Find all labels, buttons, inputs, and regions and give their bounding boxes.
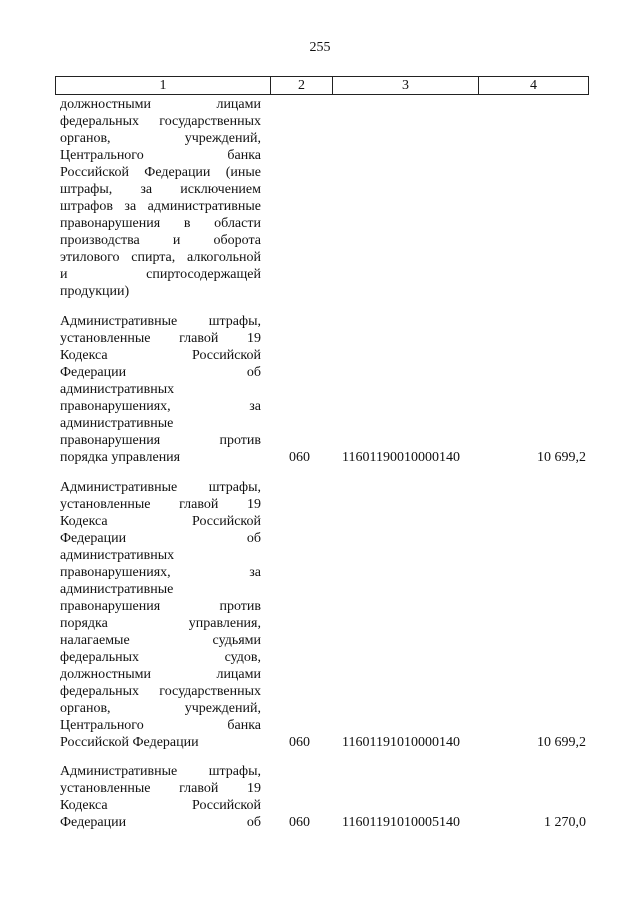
row-0-description — [60, 96, 261, 300]
description-line — [60, 814, 261, 831]
description-word: Кодекса — [60, 798, 108, 813]
description-word: судов, — [224, 650, 261, 665]
description-line — [60, 564, 261, 581]
description-line — [60, 632, 261, 649]
description-word: Российской — [192, 348, 261, 363]
description-line — [60, 181, 261, 198]
description-line: порядка управления — [60, 450, 181, 465]
description-line — [60, 96, 261, 113]
description-line — [60, 266, 261, 283]
column-header-4: 4 — [479, 77, 589, 95]
description-line — [60, 780, 261, 797]
description-word: штрафы, — [208, 314, 261, 329]
description-word: штрафы, — [208, 764, 261, 779]
description-line — [60, 330, 261, 347]
description-word: налагаемые — [60, 633, 130, 648]
description-line: продукции) — [60, 284, 130, 299]
description-word: за — [249, 565, 261, 580]
description-line: федеральных государственных — [60, 684, 261, 699]
description-word: учреждений, — [184, 701, 261, 716]
description-line — [60, 615, 261, 632]
description-word: за — [140, 182, 153, 197]
description-line: федеральных государственных — [60, 114, 261, 129]
description-word: органов, — [60, 701, 111, 716]
description-line — [60, 130, 261, 147]
description-word: 19 — [246, 781, 261, 796]
description-line — [60, 763, 261, 780]
description-word: правонарушения — [60, 216, 161, 231]
description-word: главой — [179, 331, 219, 346]
description-line — [60, 364, 261, 381]
description-word: правонарушения — [60, 599, 161, 614]
description-word: управления, — [188, 616, 261, 631]
description-line — [60, 700, 261, 717]
description-word: об — [246, 531, 261, 546]
description-word: установленные — [60, 497, 151, 512]
description-line: Российской Федерации (иные — [60, 165, 261, 180]
description-line: административных — [60, 382, 175, 397]
row-3-code: 060 — [289, 815, 310, 830]
description-word: против — [219, 433, 261, 448]
description-word: против — [219, 599, 261, 614]
row-2-amount: 10 699,2 — [537, 735, 586, 750]
description-line: этилового спирта, алкогольной — [60, 250, 261, 265]
description-word: и — [60, 267, 68, 282]
description-word: Российской — [192, 798, 261, 813]
description-word: порядка — [60, 616, 108, 631]
description-word: Административные — [60, 314, 178, 329]
row-2-description — [60, 479, 261, 751]
description-word: Федерации — [60, 531, 127, 546]
description-word: в — [183, 216, 191, 231]
description-line — [60, 513, 261, 530]
description-line: административные — [60, 416, 174, 431]
description-line: административных — [60, 548, 175, 563]
description-word: учреждений, — [184, 131, 261, 146]
column-header-2: 2 — [271, 77, 333, 95]
row-3-kbk: 11601191010005140 — [342, 815, 460, 830]
description-word: штрафы, — [60, 182, 113, 197]
description-word: лицами — [216, 97, 261, 112]
description-word: оборота — [213, 233, 261, 248]
description-word: Федерации — [60, 815, 127, 830]
description-word: лицами — [216, 667, 261, 682]
page-number: 255 — [309, 40, 331, 55]
description-line — [60, 232, 261, 249]
row-1-description — [60, 313, 261, 466]
description-line — [60, 479, 261, 496]
description-word: Кодекса — [60, 348, 108, 363]
description-word: и — [172, 233, 181, 248]
column-header-1: 1 — [56, 77, 271, 95]
description-word: банка — [227, 148, 261, 163]
description-word: Центрального — [60, 148, 144, 163]
description-line — [60, 398, 261, 415]
description-word: Административные — [60, 480, 178, 495]
row-2-code: 060 — [289, 735, 310, 750]
description-word: об — [246, 815, 261, 830]
description-line — [60, 215, 261, 232]
row-2-kbk: 11601191010000140 — [342, 735, 460, 750]
description-line — [60, 313, 261, 330]
description-word: Федерации — [60, 365, 127, 380]
description-word: правонарушения — [60, 433, 161, 448]
description-line: административные — [60, 582, 174, 597]
description-word: федеральных — [60, 650, 140, 665]
description-word: области — [214, 216, 261, 231]
description-line: штрафов за административные — [60, 199, 261, 214]
description-word: установленные — [60, 331, 151, 346]
description-line: Российской Федерации — [60, 735, 199, 750]
row-1-kbk: 11601190010000140 — [342, 450, 460, 465]
description-word: Административные — [60, 764, 178, 779]
row-1-amount: 10 699,2 — [537, 450, 586, 465]
description-word: Российской — [192, 514, 261, 529]
description-line — [60, 147, 261, 164]
description-word: банка — [227, 718, 261, 733]
description-line — [60, 717, 261, 734]
description-word: Центрального — [60, 718, 144, 733]
description-line — [60, 347, 261, 364]
description-line — [60, 432, 261, 449]
row-3-amount: 1 270,0 — [544, 815, 586, 830]
description-line — [60, 496, 261, 513]
description-word: Кодекса — [60, 514, 108, 529]
description-word: об — [246, 365, 261, 380]
description-word: 19 — [246, 331, 261, 346]
description-word: судьями — [212, 633, 261, 648]
description-line — [60, 530, 261, 547]
description-word: главой — [179, 781, 219, 796]
description-line — [60, 598, 261, 615]
row-1-code: 060 — [289, 450, 310, 465]
description-line — [60, 649, 261, 666]
description-word: установленные — [60, 781, 151, 796]
description-word: должностными — [60, 667, 152, 682]
row-3-description — [60, 763, 261, 831]
description-word: за — [249, 399, 261, 414]
description-line — [60, 797, 261, 814]
description-word: исключением — [180, 182, 261, 197]
description-word: 19 — [246, 497, 261, 512]
description-line — [60, 666, 261, 683]
description-word: производства — [60, 233, 140, 248]
column-header-3: 3 — [333, 77, 479, 95]
description-word: штрафы, — [208, 480, 261, 495]
description-word: главой — [179, 497, 219, 512]
description-word: спиртосодержащей — [146, 267, 261, 282]
description-word: правонарушениях, — [60, 565, 171, 580]
description-word: должностными — [60, 97, 152, 112]
column-header-table — [55, 76, 589, 95]
description-word: правонарушениях, — [60, 399, 171, 414]
description-word: органов, — [60, 131, 111, 146]
